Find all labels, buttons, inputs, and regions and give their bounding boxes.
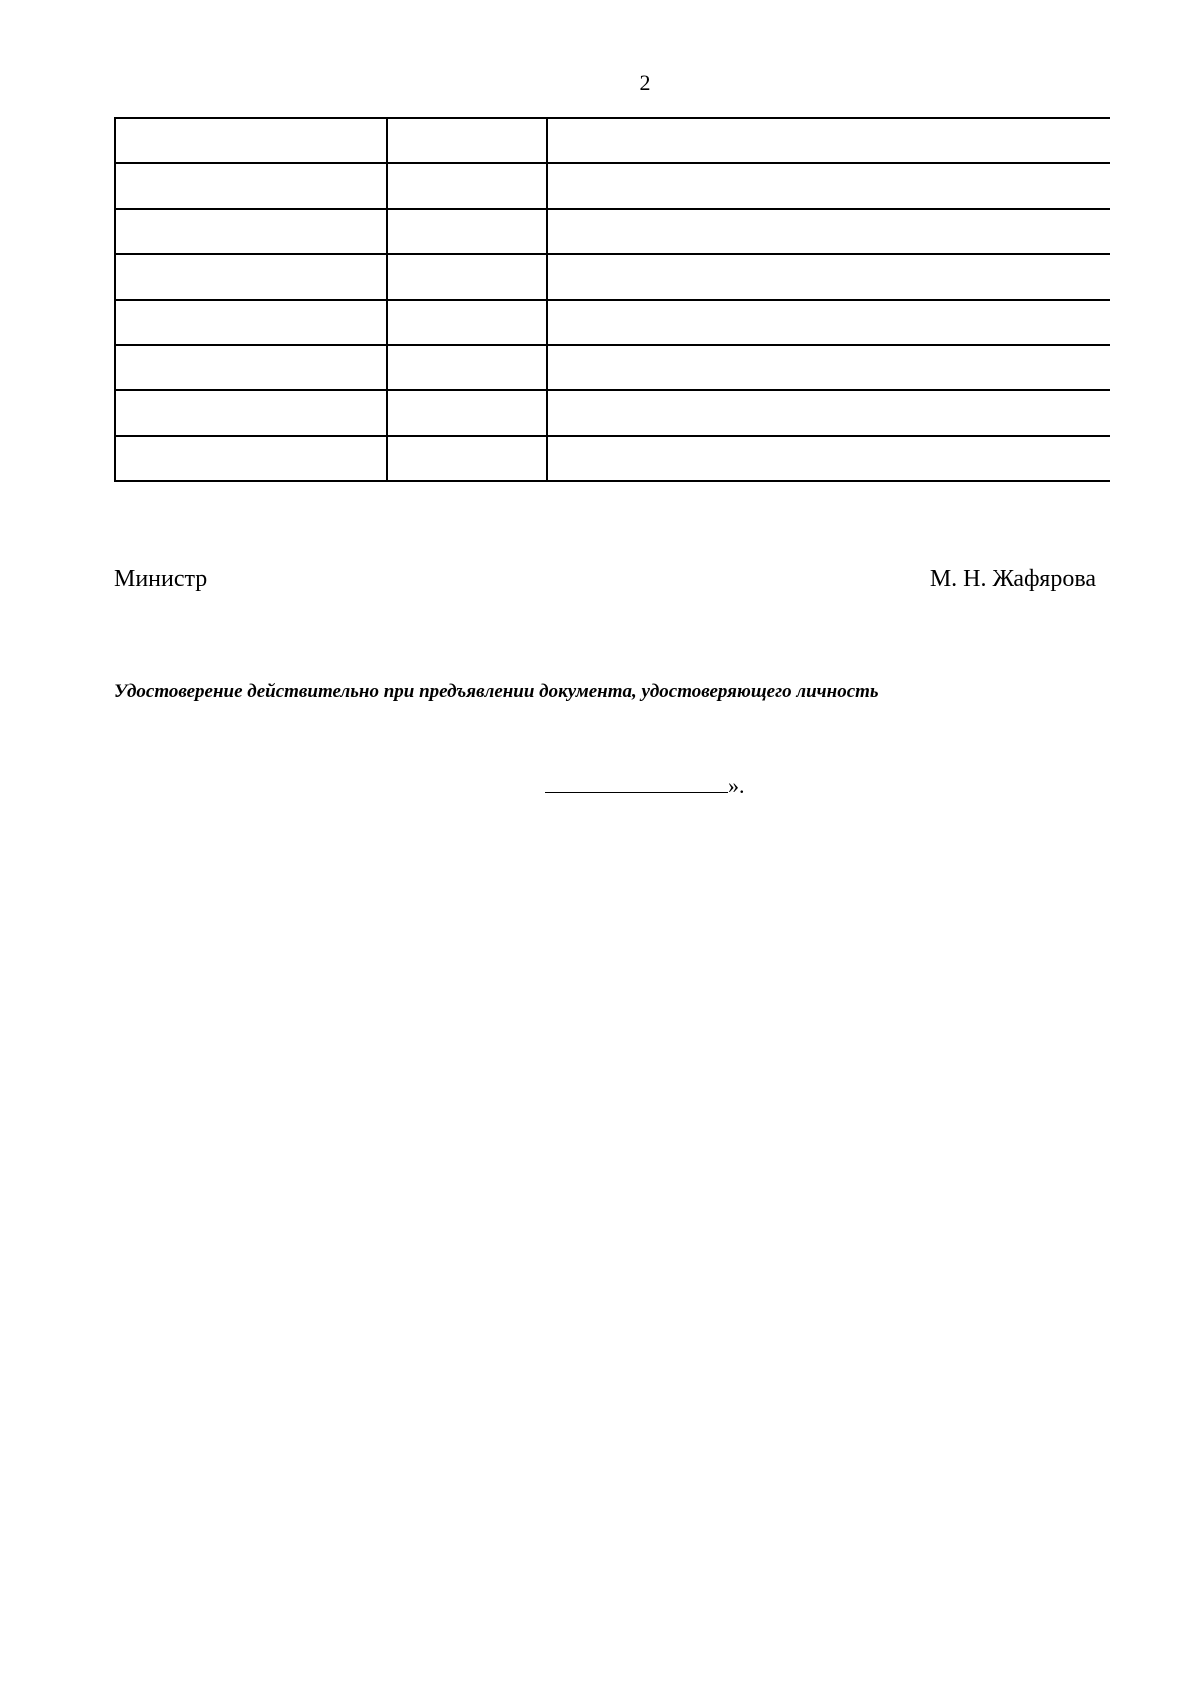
page-number: 2 [639,70,651,95]
validity-note: Удостоверение действительно при предъявлении документа, удостоверяющего личность [114,681,879,702]
closing-line [545,770,745,799]
table-cell [387,163,547,208]
table-cell [547,254,1110,299]
table-cell [115,436,387,481]
table-row [115,390,1110,435]
blank-underline [545,770,728,793]
table-cell [547,118,1110,163]
table-row [115,300,1110,345]
table-cell [387,345,547,390]
table-cell [547,345,1110,390]
certificate-table-body [115,118,1110,481]
table-row [115,163,1110,208]
table-row [115,254,1110,299]
table-cell [547,390,1110,435]
table-cell [115,345,387,390]
table-cell [547,209,1110,254]
table-cell [387,118,547,163]
table-cell [115,254,387,299]
closing-quote: ». [728,773,745,798]
table-row [115,118,1110,163]
table-cell [387,436,547,481]
table-row [115,209,1110,254]
table-cell [547,436,1110,481]
signature-name: М. Н. Жафярова [929,566,1096,592]
table-cell [547,300,1110,345]
table-cell [387,390,547,435]
table-cell [115,300,387,345]
table-cell [115,118,387,163]
table-row [115,345,1110,390]
table-cell [387,254,547,299]
table-cell [387,300,547,345]
signature-title: Министр [114,566,208,592]
table-cell [115,390,387,435]
table-cell [115,209,387,254]
table-row [115,436,1110,481]
table-cell [387,209,547,254]
table-cell [115,163,387,208]
certificate-table [114,117,1110,482]
table-cell [547,163,1110,208]
